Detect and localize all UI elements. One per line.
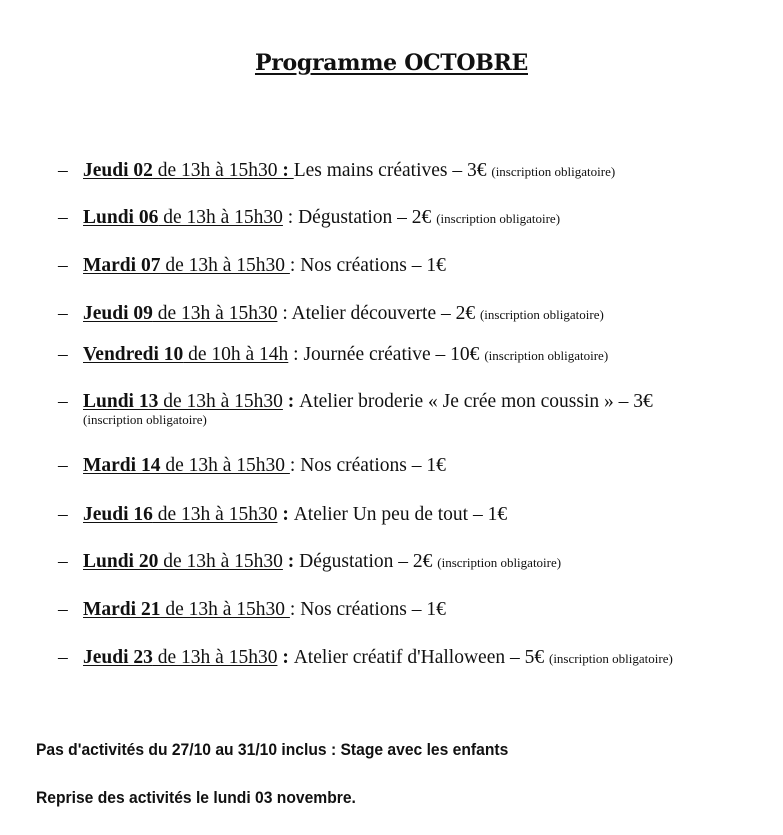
item-activity: Nos créations – 1€ <box>300 255 446 276</box>
item-separator: : <box>277 504 294 525</box>
item-separator: : <box>289 599 301 620</box>
item-separator: : <box>277 160 294 181</box>
item-separator: : <box>277 303 292 324</box>
item-date <box>83 160 294 181</box>
dash-bullet-icon: – <box>58 504 68 525</box>
list-item <box>58 207 560 229</box>
item-date <box>83 455 290 476</box>
list-item <box>58 504 507 526</box>
dash-bullet-icon: – <box>58 391 68 412</box>
item-activity: Les mains créatives – 3€ <box>293 160 487 181</box>
item-day: Jeudi 16 <box>83 504 153 525</box>
dash-bullet-icon: – <box>58 303 68 324</box>
item-note: (inscription obligatoire) <box>479 307 604 322</box>
item-separator: : <box>282 207 299 228</box>
item-activity: Journée créative – 10€ <box>303 344 485 365</box>
dash-bullet-icon: – <box>58 160 68 181</box>
list-item <box>58 391 653 427</box>
item-date <box>83 207 283 228</box>
dash-bullet-icon: – <box>58 207 68 228</box>
item-note: (inscription obligatoire) <box>83 412 207 427</box>
item-activity: Dégustation – 2€ <box>298 207 437 228</box>
item-time: de 13h à 15h30 <box>160 599 290 620</box>
item-date <box>83 504 277 525</box>
item-note: (inscription obligatoire) <box>436 211 561 226</box>
item-day: Lundi 06 <box>83 207 159 228</box>
dash-bullet-icon: – <box>58 344 68 365</box>
item-time: de 13h à 15h30 <box>152 303 278 324</box>
dash-bullet-icon: – <box>58 455 68 476</box>
list-item <box>58 303 604 325</box>
item-day: Mardi 07 <box>83 255 161 276</box>
item-note: (inscription obligatoire) <box>548 651 673 666</box>
item-date <box>83 344 288 365</box>
item-note: (inscription obligatoire) <box>484 348 609 363</box>
item-date <box>83 303 277 324</box>
page-title: Programme OCTOBRE <box>254 50 528 76</box>
list-item <box>58 647 673 669</box>
item-activity: Nos créations – 1€ <box>300 599 446 620</box>
list-item <box>58 599 446 621</box>
item-time: de 13h à 15h30 <box>158 391 283 412</box>
item-time: de 13h à 15h30 <box>152 504 278 525</box>
dash-bullet-icon: – <box>58 551 68 572</box>
item-date <box>83 551 283 572</box>
item-day: Lundi 20 <box>83 551 159 572</box>
list-item <box>58 551 561 573</box>
item-activity: Atelier Un peu de tout – 1€ <box>293 504 508 525</box>
no-activities-notice: Pas d'activités du 27/10 au 31/10 inclus : Stage avec les enfants <box>36 740 509 759</box>
item-separator: : <box>282 391 300 412</box>
item-separator: : <box>289 255 301 276</box>
dash-bullet-icon: – <box>58 647 68 668</box>
item-time: de 13h à 15h30 <box>160 255 290 276</box>
item-note: (inscription obligatoire) <box>491 164 616 179</box>
item-day: Vendredi 10 <box>83 344 184 365</box>
item-day: Jeudi 02 <box>83 160 153 181</box>
item-note: (inscription obligatoire) <box>437 555 562 570</box>
item-time: de 13h à 15h30 <box>160 455 290 476</box>
list-item <box>58 255 446 277</box>
item-activity: Atelier créatif d'Halloween – 5€ <box>293 647 549 668</box>
item-separator: : <box>277 647 294 668</box>
dash-bullet-icon: – <box>58 599 68 620</box>
item-day: Jeudi 09 <box>83 303 153 324</box>
item-time: de 13h à 15h30 <box>158 207 283 228</box>
item-time: de 13h à 15h30 <box>152 160 278 181</box>
item-separator: : <box>288 344 304 365</box>
item-day: Jeudi 23 <box>83 647 153 668</box>
item-date <box>83 647 277 668</box>
item-day: Mardi 14 <box>83 455 161 476</box>
item-date <box>83 599 290 620</box>
item-date <box>83 255 290 276</box>
item-activity: Dégustation – 2€ <box>299 551 438 572</box>
list-item <box>58 344 608 366</box>
item-activity: Atelier découverte – 2€ <box>291 303 480 324</box>
item-time: de 13h à 15h30 <box>152 647 278 668</box>
item-time: de 13h à 15h30 <box>158 551 283 572</box>
item-day: Lundi 13 <box>83 391 159 412</box>
item-day: Mardi 21 <box>83 599 161 620</box>
dash-bullet-icon: – <box>58 255 68 276</box>
item-activity: Atelier broderie « Je crée mon coussin » – 3€ <box>299 391 653 412</box>
item-time: de 10h à 14h <box>183 344 289 365</box>
item-date <box>83 391 283 412</box>
item-separator: : <box>289 455 301 476</box>
list-item <box>58 455 446 477</box>
item-activity: Nos créations – 1€ <box>300 455 446 476</box>
resumption-notice: Reprise des activités le lundi 03 novembre. <box>36 788 356 807</box>
list-item <box>58 160 615 182</box>
item-separator: : <box>282 551 300 572</box>
